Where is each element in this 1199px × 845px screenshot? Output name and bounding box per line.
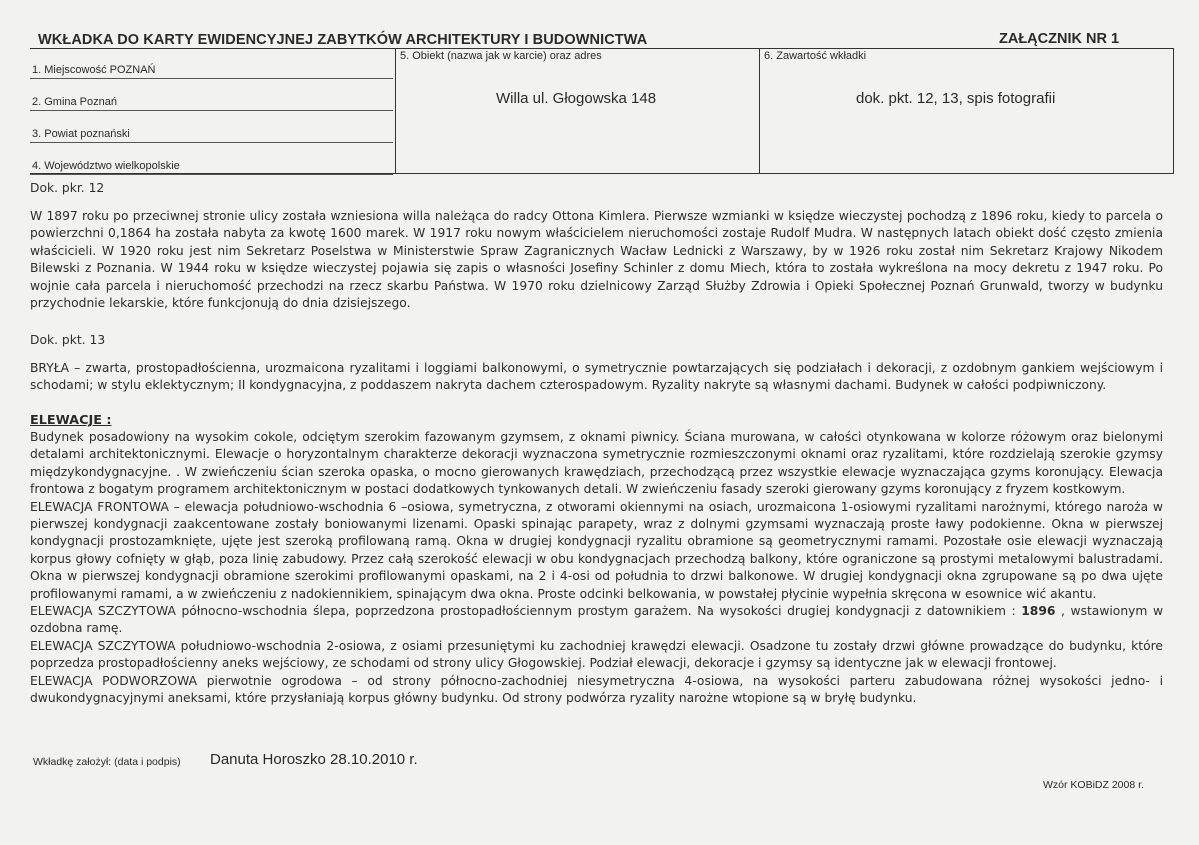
location-label-2: 2. Gmina Poznań [32,96,117,108]
form-title: WKŁADKA DO KARTY EWIDENCYJNEJ ZABYTKÓW ARCHITEKTURY I BUDOWNICTWA [38,32,648,48]
section12-text: W 1897 roku po przeciwnej stronie ulicy została wzniesiona willa należąca do radcy Ottona Kimlera. Pierwsze wzmianki w księdze wieczystej pochodzą z 1896 roku, kiedy to parcela o powierzchni 0,1864 ha została nabyta za kwotę 1600 marek. W 1917 roku nowym właścicielem nieruchomości zostaje Rudolf Mudra. W następnych latach obiekt dość często zmienia właścicieli. W 1920 roku jest nim Sekretarz Poselstwa w Ministerstwie Spraw Zagranicznych Wacław Lednicki z Warszawy, by w 1926 roku został nim Sekretarz Krajowy Nikodem Bilewski z Poznania. W 1944 roku w księdze wieczystej pojawia się zapis o własności Josefiny Schinler z domu Miech, która to została wykreślona na mocy dekretu z 1947 roku. Po wojnie cała parcela i nieruchomość przechodzi na rzecz skarbu Państwa. W 1970 roku dzielnicowy Zarząd Służby Zdrowia i Opieki Społecznej Poznań Grunwald, tworzy w budynku przychodnie lekarskie, które funkcjonują do dnia dzisiejszego. [30,209,1163,311]
elewacje-heading: ELEWACJE : [30,413,112,428]
location-field-1 [30,48,393,79]
object-value: Willa ul. Głogowska 148 [496,90,657,107]
location-field-3 [30,111,393,143]
author-label: Wkładkę założył: (data i podpis) [33,756,181,768]
datownik-year: 1896 [1021,604,1056,619]
attachment-number: ZAŁĄCZNIK NR 1 [999,31,1120,47]
elewacja-szczytowa-ne [30,603,1163,638]
bryla-paragraph: BRYŁA – zwarta, prostopadłościenna, urozmaicona ryzalitami i loggiami balkonowymi, o symetrycznie powtarzających się podziałach i dekoracji, z ozdobnym gankiem wejściowym i schodami; w stylu eklektycznym; II kondygnacyjna, z poddaszem nakryta dachem czterospadowym. Ryzality nakryte są własnymi dachami. Budynek w całości podpiwniczony. [30,361,1163,393]
location-label-1: 1. Miejscowość POZNAŃ [32,64,156,76]
location-field-2 [30,79,393,111]
szczytowa-ne-text: ELEWACJA SZCZYTOWA północno-wschodnia ślepa, poprzedzona prostopadłościennym prostym garażem. Na wysokości drugiej kondygnacji z datownikiem : [30,604,1022,619]
divider-right [1173,48,1174,173]
divider-object [395,48,396,173]
author-signature: Danuta Horoszko 28.10.2010 r. [210,751,418,768]
section12-label: Dok. pkr. 12 [30,181,105,195]
divider-contents [759,48,760,173]
elewacja-podworzowa: ELEWACJA PODWORZOWA pierwotnie ogrodowa – od strony północno-zachodniej niesymetryczna 4-osiowa, na wysokości parteru zabudowana różnej wysokości jedno- i dwukondygnacyjnymi aneksami, które przysłaniają korpus główny budynku. Od strony podwórza ryzality narożne wtopione są w bryłę budynku. [30,673,1163,706]
location-field-4 [30,143,393,175]
section13-label: Dok. pkt. 13 [30,333,106,347]
contents-value: dok. pkt. 12, 13, spis fotografii [856,90,1056,107]
elewacja-szczytowa-se: ELEWACJA SZCZYTOWA południowo-wschodnia 2-osiowa, z osiami przesuniętymi ku zachodniej krawędzi elewacji. Osadzone tu zostały drzwi główne prowadzące do budynku, które poprzedza prostopadłościenny aneks wejściowy, ze schodami od strony ulicy Głogowskiej. Podział elewacji, dekoracje i gzymsy są identyczne jak w elewacji frontowej. [30,638,1163,671]
form-grid [30,48,1174,174]
location-label-3: 3. Powiat poznański [32,128,130,140]
elewacje-block [30,429,1163,708]
location-label-4: 4. Województwo wielkopolskie [32,160,180,172]
object-label: 5. Obiekt (nazwa jak w karcie) oraz adres [400,50,602,62]
form-template-note: Wzór KOBiDZ 2008 r. [1043,779,1144,791]
szczytowa-ne-text-end: , wstawionym w ozdobna ramę. [30,604,1164,636]
contents-label: 6. Zawartość wkładki [764,50,867,62]
elewacja-frontowa: ELEWACJA FRONTOWA – elewacja południowo-wschodnia 6 –osiowa, symetryczna, z otworami okiennymi na osiach, urozmaicona 1-osiowymi ryzalitami narożnymi, którego naroża w pierwszej kondygnacji zaakcentowane zostały boniowanymi lizenami. Opaski spinając parapety, wraz z dolnymi gzymsami wyznaczają proste ławy podokienne. Okna w pierwszej kondygnacji prostozamknięte, ujęte jest szeroką profilowaną ramą. Okna w drugiej kondygnacji ryzalitu obramione są geometrycznymi ramami. Pozostałe osie elewacji wyznaczają korpus głowy cofnięty w głąb, poza linię zabudowy. Przez całą szerokość elewacji w obu kondygnacjach przechodzą balkony, które ograniczone są prostymi metalowymi balustradami. Okna w pierwszej kondygnacji obramione szerokimi profilowanymi opaskami, na 2 i 4-osi od południa to drzwi balkonowe. W drugiej kondygnacji okna zgrupowane są po dwa ujęte profilowanymi ramami, a w zwieńczeniu z nadokiennikiem, spinającym dwa okna. Proste odcinki belkowania, w powstałej płycinie wypełnia skręcona w esownice wić akantu. [30,499,1163,601]
elewacje-general: Budynek posadowiony na wysokim cokole, odciętym szerokim fazowanym gzymsem, z oknami piwnicy. Ściana murowana, w całości otynkowana w kolorze różowym oraz bielonymi detalami architektonicznymi. Elewacje o horyzontalnym charakterze dekoracji wyznaczona symetrycznie rozmieszczonymi oknami oraz ryzalitami, które rozdzielają szerokie gzymsy międzykondygnacyjne. . W zwieńczeniu ścian szeroka opaska, o mocno gierowanych krawędziach, przechodzącą przez wszystkie elewacje wyznaczająca gzyms koronujący. Elewacja frontowa z bogatym programem architektonicznym w postaci dodatkowych tynkowanych detali. W zwieńczeniu fasady szeroki gierowany gzyms koronujący z fryzem kostkowym. [30,430,1163,497]
